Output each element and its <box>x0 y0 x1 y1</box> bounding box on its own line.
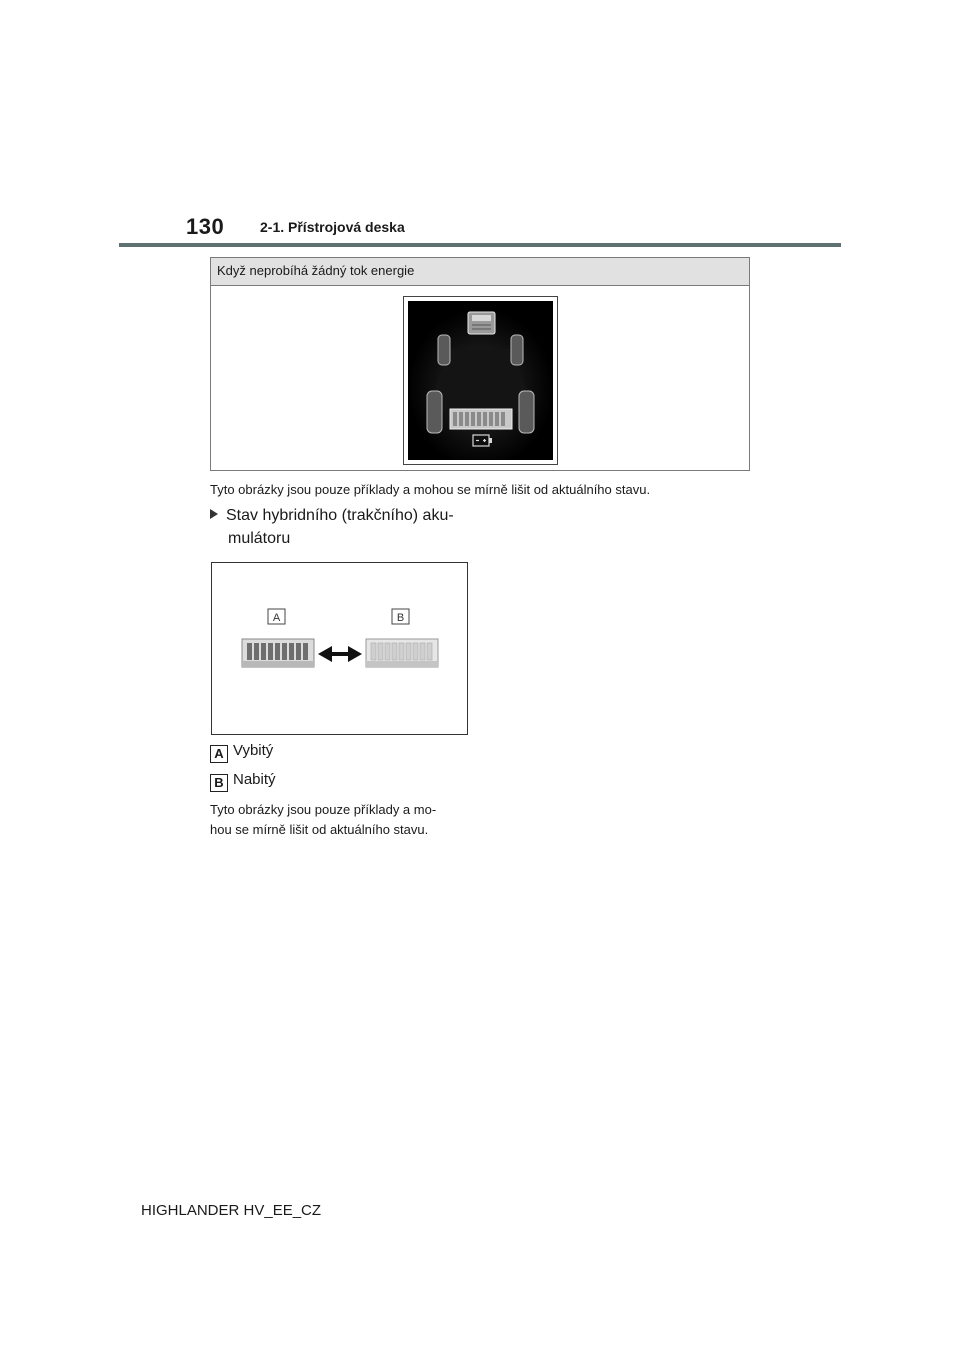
footer-model-code: HIGHLANDER HV_EE_CZ <box>141 1202 322 1219</box>
section-title: 2-1. Přístrojová deska <box>260 219 405 235</box>
battery-caption-line-1: Tyto obrázky jsou pouze příklady a mo- <box>210 802 437 817</box>
header-rule <box>119 243 841 247</box>
subsection-heading-line-1: Stav hybridního (trakčního) aku- <box>226 507 454 524</box>
callout-label-a: A <box>272 612 281 624</box>
subsection-heading <box>210 504 454 550</box>
legend-item-charged <box>210 771 276 792</box>
discharged-battery-icon <box>242 639 314 667</box>
battery-state-figure <box>211 562 468 735</box>
charged-battery-icon <box>366 639 438 667</box>
legend-key-b: B <box>210 774 228 792</box>
rear-right-wheel-icon <box>519 391 534 433</box>
triangle-bullet-icon <box>210 509 218 519</box>
callout-box-b <box>392 609 409 624</box>
front-right-wheel-icon <box>511 335 523 365</box>
energy-table-header: Když neprobíhá žádný tok energie <box>211 258 749 286</box>
hybrid-battery-icon <box>450 409 512 429</box>
energy-monitor-illustration <box>403 296 558 465</box>
legend-text-charged: Nabitý <box>233 771 276 788</box>
double-arrow-icon <box>318 646 362 662</box>
battery-state-illustration <box>212 563 467 734</box>
callout-box-a <box>268 609 285 624</box>
legend-item-discharged <box>210 742 273 763</box>
figure-caption: Tyto obrázky jsou pouze příklady a mohou se mírně lišit od aktuálního stavu. <box>210 482 651 497</box>
legend-key-a: A <box>210 745 228 763</box>
energy-monitor-screen <box>408 301 553 460</box>
rear-left-wheel-icon <box>427 391 442 433</box>
subsection-heading-line-2: mulátoru <box>228 530 291 547</box>
battery-figure-caption <box>210 800 470 840</box>
engine-icon <box>468 312 495 334</box>
front-left-wheel-icon <box>438 335 450 365</box>
battery-caption-line-2: hou se mírně lišit od aktuálního stavu. <box>210 822 429 837</box>
legend-text-discharged: Vybitý <box>233 742 274 759</box>
page-number: 130 <box>186 214 225 239</box>
energy-flow-table <box>210 257 750 471</box>
callout-label-b: B <box>396 612 405 624</box>
